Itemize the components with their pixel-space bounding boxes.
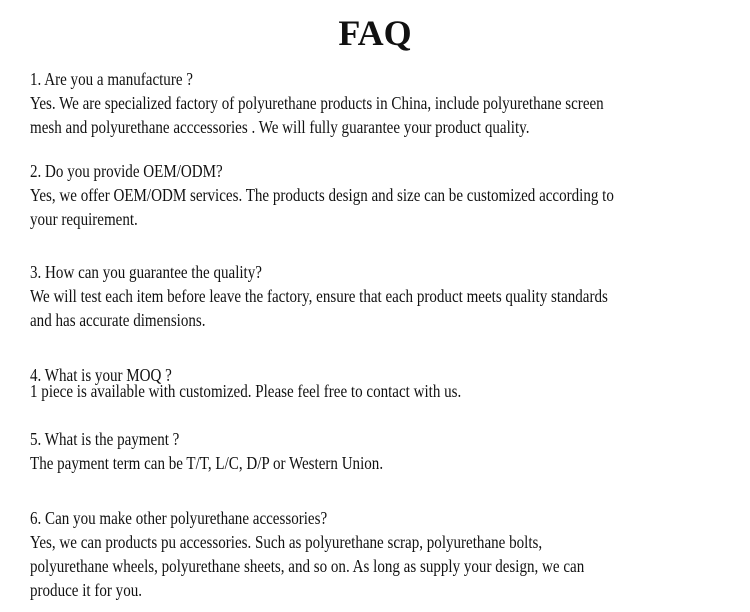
faq-answer-3-line-2: and has accurate dimensions. (30, 310, 206, 330)
faq-question-4: 4. What is your MOQ ? (30, 365, 172, 385)
faq-answer-1-line-2: mesh and polyurethane acccessories . We will fully guarantee your product quality. (30, 117, 530, 137)
faq-question-6: 6. Can you make other polyurethane accessories? (30, 508, 328, 528)
faq-answer-6-line-3: produce it for you. (30, 580, 143, 600)
faq-answer-6-line-1: Yes, we can products pu accessories. Such as polyurethane scrap, polyurethane bolts, (30, 532, 543, 552)
faq-answer-2-line-1: Yes, we offer OEM/ODM services. The products design and size can be customized according to (30, 185, 614, 205)
faq-answer-2-line-2: your requirement. (30, 209, 138, 229)
page-title: FAQ (338, 13, 412, 53)
faq-answer-6-line-2: polyurethane wheels, polyurethane sheets, and so on. As long as supply your design, we can (30, 556, 585, 576)
faq-answer-4-line-1: 1 piece is available with customized. Please feel free to contact with us. (30, 381, 462, 401)
faq-answer-3-line-1: We will test each item before leave the factory, ensure that each product meets quality standards (30, 286, 608, 306)
faq-answer-5-line-1: The payment term can be T/T, L/C, D/P or Western Union. (30, 453, 384, 473)
faq-answer-1-line-1: Yes. We are specialized factory of polyurethane products in China, include polyurethane screen (30, 93, 604, 113)
faq-question-2: 2. Do you provide OEM/ODM? (30, 161, 223, 181)
faq-question-1: 1. Are you a manufacture ? (30, 69, 193, 89)
faq-question-5: 5. What is the payment ? (30, 429, 180, 449)
faq-question-3: 3. How can you guarantee the quality? (30, 262, 262, 282)
